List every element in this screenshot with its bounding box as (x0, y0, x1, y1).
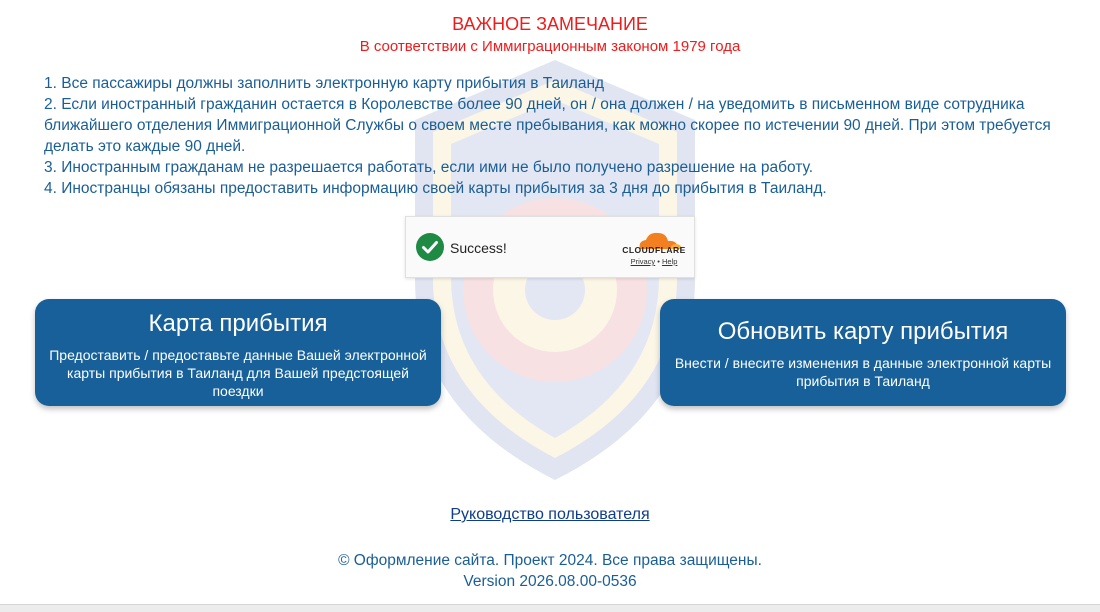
privacy-link[interactable]: Privacy (630, 257, 656, 266)
update-card-title: Обновить карту прибытия (717, 318, 1009, 345)
cloudflare-captcha-widget[interactable] (405, 216, 695, 278)
rule-item: 4. Иностранцы обязаны предоставить информацию своей карты прибытия за 3 дня до прибытия в Таиланд. (44, 180, 827, 197)
bottom-divider (0, 604, 1100, 612)
version-text: Version 2026.08.00-0536 (463, 573, 637, 590)
rule-item: 2. Если иностранный гражданин остается в Королевстве более 90 дней, он / она должен / на уведомить в письменном виде сотрудника ближайшего отделения Иммиграционной Службы о своем месте пребывания, как можно скорее по истечении 90 дней. При этом требуется делать это каждые 90 дней. (44, 96, 1051, 155)
help-link[interactable]: Help (661, 257, 678, 266)
captcha-status: Success! (450, 240, 507, 256)
check-circle-icon (416, 233, 444, 261)
rule-item: 1. Все пассажиры должны заполнить электронную карту прибытия в Таиланд (44, 75, 605, 92)
arrival-card-description: Предоставить / предоставьте данные Вашей электронной карты прибытия в Таиланд для Вашей предстоящей поездки (49, 347, 427, 399)
arrival-card-button[interactable] (35, 299, 441, 406)
notice-title: ВАЖНОЕ ЗАМЕЧАНИЕ (452, 14, 648, 34)
rule-item: 3. Иностранным гражданам не разрешается работать, если ими не было получено разрешение на работу. (44, 159, 813, 176)
user-guide-link[interactable]: Руководство пользователя (450, 506, 650, 523)
footer (0, 550, 1100, 592)
update-card-description: Внести / внесите изменения в данные электронной карты прибытия в Таиланд (674, 355, 1052, 389)
rules-list (44, 73, 1074, 199)
captcha-links (618, 257, 690, 266)
notice-subtitle: В соответствии с Иммиграционным законом 1979 года (359, 38, 741, 55)
user-guide-container (0, 506, 1100, 524)
copyright-text: © Оформление сайта. Проект 2024. Все права защищены. (338, 552, 762, 569)
link-separator: • (657, 257, 660, 266)
update-arrival-card-button[interactable] (660, 299, 1066, 406)
arrival-card-title: Карта прибытия (148, 310, 328, 337)
cloudflare-wordmark: CLOUDFLARE (622, 245, 686, 255)
